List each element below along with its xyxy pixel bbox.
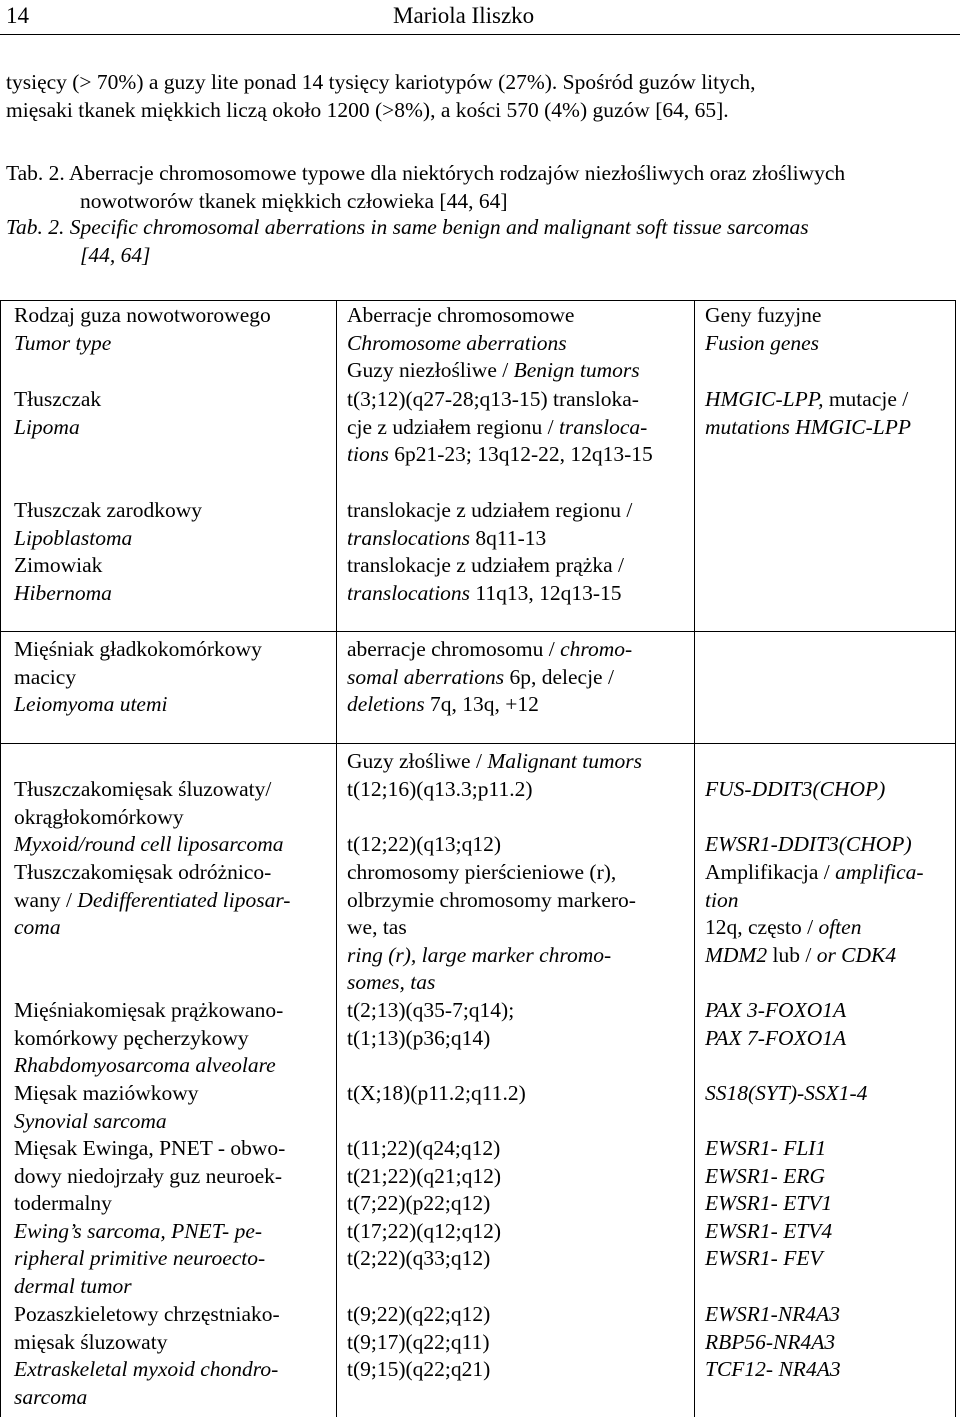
header-fusion-genes [705, 302, 950, 357]
table-rule [336, 300, 337, 1417]
row-leiomyoma-type: Mięśniak gładkokomórkowy macicy Leiomyoma utemi [14, 637, 262, 716]
caption-line: [44, 64] [80, 242, 151, 267]
header-tumor-type [14, 302, 336, 357]
caption-line: nowotworów tkanek miękkich człowieka [44, 64] [80, 188, 508, 213]
table-rule [0, 631, 956, 632]
row-myxoid-liposarcoma-genes: FUS-DDIT3(CHOP) EWSR1-DDIT3(CHOP) [705, 777, 912, 856]
row-ewing-sarcoma-genes: EWSR1- FLI1 EWSR1- ERG EWSR1- ETV1 EWSR1- ETV4 EWSR1- FEV [705, 1136, 833, 1270]
table-rule [0, 743, 956, 744]
header-label-en: Fusion genes [705, 330, 820, 355]
benign-section-label: Guzy niezłośliwe / Benign tumors [347, 358, 640, 382]
row-synovial-sarcoma-type: Mięsak maziówkowy Synovial sarcoma [14, 1081, 199, 1133]
row-lipoblastoma-aberrations: translokacje z udziałem regionu / translocations 8q11-13 translokacje z udziałem prążka / translocations 11q13, 12q13-15 [347, 498, 633, 605]
row-lipoma-genes: HMGIC-LPP, mutacje / mutations HMGIC-LPP [705, 387, 912, 439]
row-rhabdomyosarcoma-type: Mięśniakomięsak prążkowano- komórkowy pęcherzykowy Rhabdomyosarcoma alveolare [14, 998, 284, 1077]
author-name: Mariola Iliszko [393, 3, 535, 28]
table-caption-en [6, 214, 951, 269]
row-chondrosarcoma-type: Pozaszkieletowy chrzęstniako- mięsak śluzowaty Extraskeletal myxoid chondro- sarcoma [14, 1302, 280, 1409]
page-number: 14 [6, 3, 29, 28]
table-rule [0, 300, 1, 1417]
row-dedifferentiated-liposarcoma-aberrations: chromosomy pierścieniowe (r), olbrzymie chromosomy markero- we, tas ring (r), large marker chromo- somes, tas [347, 860, 636, 994]
row-dedifferentiated-liposarcoma-type: Tłuszczakomięsak odróżnico- wany / Dedifferentiated liposar- coma [14, 860, 291, 939]
intro-line: mięsaki tkanek miękkich liczą około 1200 (>8%), a kości 570 (4%) guzów [64, 65]. [6, 97, 729, 122]
intro-line: tysięcy (> 70%) a guzy lite ponad 14 tysięcy kariotypów (27%). Spośród guzów litych, [6, 70, 756, 94]
row-leiomyoma-aberrations: aberracje chromosomu / chromo- somal aberrations 6p, delecje / deletions 7q, 13q, +12 [347, 637, 633, 716]
header-label-en: Tumor type [14, 330, 112, 355]
intro-paragraph [6, 69, 951, 124]
row-rhabdomyosarcoma-genes: PAX 3-FOXO1A PAX 7-FOXO1A [705, 998, 847, 1050]
row-chondrosarcoma-aberrations: t(9;22)(q22;q12) t(9;17)(q22;q11) t(9;15)(q22;q21) [347, 1302, 491, 1381]
row-lipoblastoma-type: Tłuszczak zarodkowy Lipoblastoma Zimowiak Hibernoma [14, 498, 203, 605]
row-synovial-sarcoma-genes: SS18(SYT)-SSX1-4 [705, 1081, 868, 1105]
header-label: Rodzaj guza nowotworowego [14, 303, 271, 327]
row-ewing-sarcoma-type: Mięsak Ewinga, PNET - obwo- dowy niedojrzały guz neuroek- todermalny Ewing’s sarcoma, PNET- pe- ripheral primitive neuroecto- dermal tumor [14, 1136, 286, 1298]
table-caption-pl [6, 160, 951, 215]
table-rule [955, 300, 956, 1417]
header-label: Geny fuzyjne [705, 303, 822, 327]
row-ewing-sarcoma-aberrations: t(11;22)(q24;q12) t(21;22)(q21;q12) t(7;22)(p22;q12) t(17;22)(q12;q12) t(2;22)(q33;q12) [347, 1136, 502, 1270]
row-lipoma-type: Tłuszczak Lipoma [14, 387, 102, 439]
row-dedifferentiated-liposarcoma-genes: Amplifikacja / amplifica- tion 12q, często / often MDM2 lub / or CDK4 [705, 860, 924, 967]
header-aberrations [347, 302, 687, 385]
row-lipoma-aberrations: t(3;12)(q27-28;q13-15) transloka- cje z udziałem regionu / transloca- tions 6p21-23; 13q12-22, 12q13-15 [347, 387, 653, 466]
row-rhabdomyosarcoma-aberrations: t(2;13)(q35-7;q14); t(1;13)(p36;q14) [347, 998, 515, 1050]
row-chondrosarcoma-genes: EWSR1-NR4A3 RBP56-NR4A3 TCF12- NR4A3 [705, 1302, 841, 1381]
running-header [0, 0, 960, 35]
malignant-section-label: Guzy złośliwe / Malignant tumors [347, 749, 643, 773]
header-label: Aberracje chromosomowe [347, 303, 575, 327]
caption-line: Tab. 2. Specific chromosomal aberrations in same benign and malignant soft tissue sarcomas [6, 215, 809, 239]
table-rule [694, 300, 695, 1417]
aberrations-table [0, 300, 956, 1417]
caption-line: Tab. 2. Aberracje chromosomowe typowe dla niektórych rodzajów niezłośliwych oraz złośliwych [6, 161, 846, 185]
header-label-en: Chromosome aberrations [347, 330, 567, 355]
row-synovial-sarcoma-aberrations: t(X;18)(p11.2;q11.2) [347, 1081, 526, 1105]
table-rule [0, 300, 956, 301]
row-myxoid-liposarcoma-type: Tłuszczakomięsak śluzowaty/ okrągłokomórkowy Myxoid/round cell liposarcoma [14, 777, 284, 856]
row-myxoid-liposarcoma-aberrations: t(12;16)(q13.3;p11.2) t(12;22)(q13;q12) [347, 777, 533, 856]
